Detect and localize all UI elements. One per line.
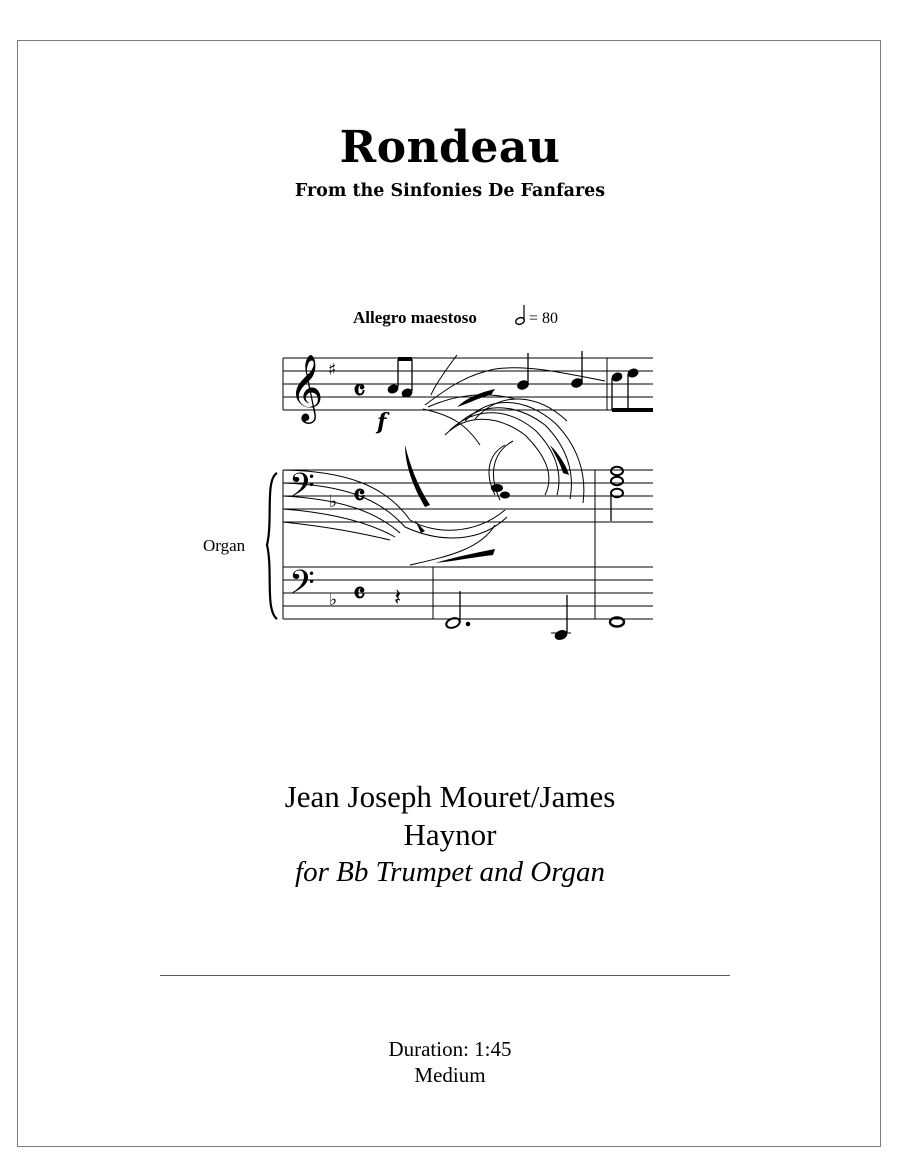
difficulty-text: Medium [414,1063,486,1087]
composer-line-2: Haynor [403,817,497,852]
organ-label: Organ [203,536,246,555]
common-time-icon: 𝄴 [353,577,366,610]
instrumentation: for Bb Trumpet and Organ [295,856,605,888]
quarter-rest-icon: 𝄽 [394,583,402,611]
composer-credit [0,778,900,854]
sharp-icon: ♯ [328,360,337,380]
divider [160,975,730,976]
tempo-value: = 80 [529,310,559,327]
page-title: Rondeau [339,122,561,173]
flat-icon: ♭ [329,492,338,512]
composer-line-1: Jean Joseph Mouret/James [284,779,616,814]
organ-upper-staff [283,470,653,522]
treble-clef-icon: 𝄞 [289,353,324,421]
organ-lower-staff [283,470,653,619]
common-time-icon: 𝄴 [353,479,366,512]
organ-bass-notes [445,591,624,641]
duration-text: Duration: 1:45 [388,1037,512,1061]
trumpet-notes [516,351,653,410]
page-subtitle: From the Sinfonies De Fanfares [294,181,606,201]
bass-clef-icon: 𝄢 [289,564,315,610]
organ-chord [611,467,623,521]
score-excerpt [195,295,665,655]
forte-dynamic: f [377,409,387,435]
common-time-icon: 𝄴 [353,374,366,407]
flat-icon: ♭ [329,590,338,610]
bass-clef-icon: 𝄢 [289,467,315,513]
brace-icon [267,473,277,619]
tempo-marking: Allegro maestoso [353,308,477,327]
half-note-icon [515,305,526,326]
distorted-notation [283,355,605,565]
beamed-notes [387,359,413,398]
